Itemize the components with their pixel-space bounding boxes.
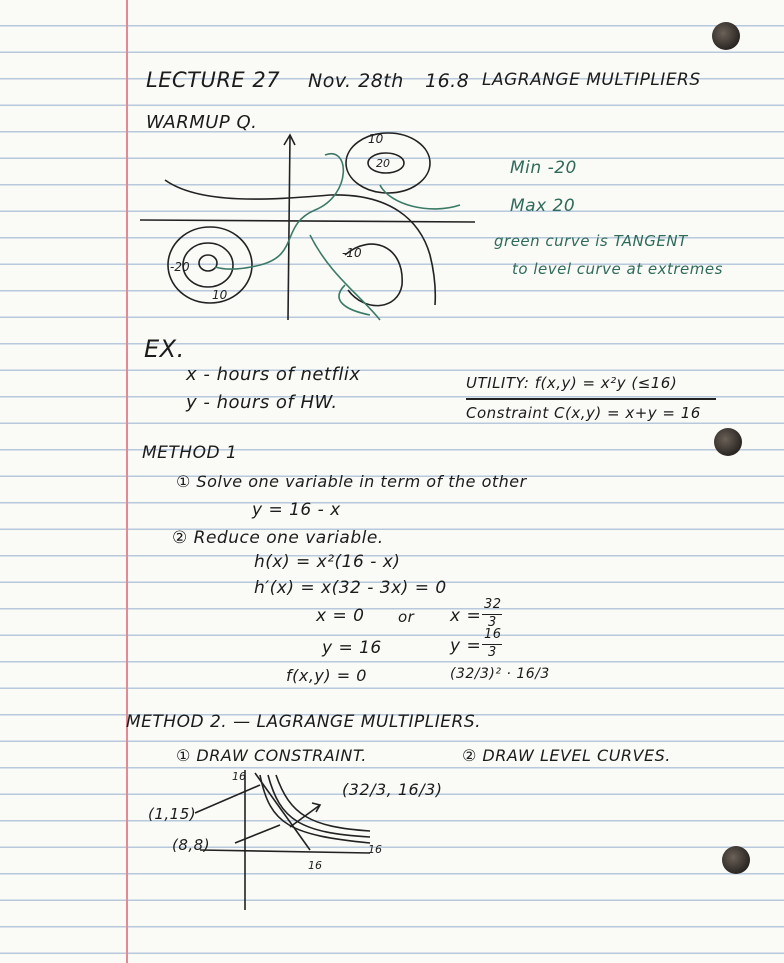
point-1-15: (1,15) (148, 805, 197, 823)
method1-step1: ① Solve one variable in term of the other (176, 472, 527, 491)
warmup-note-line2: to level curve at extremes (512, 260, 723, 278)
f-at-origin: f(x,y) = 0 (286, 666, 367, 685)
critical-y1-prefix: y = (450, 636, 482, 656)
critical-y1-denominator: 3 (488, 645, 497, 660)
utility-underline (466, 398, 716, 400)
warmup-note-line1: green curve is TANGENT (494, 232, 688, 250)
punch-hole-bottom (722, 846, 750, 874)
method2-step2: ② DRAW LEVEL CURVES. (462, 746, 671, 765)
h-function: h(x) = x²(16 - x) (254, 552, 401, 572)
tick-label-16-y: 16 (232, 770, 246, 783)
level-label-10-bottom: 10 (212, 288, 228, 302)
y-definition: y - hours of HW. (186, 392, 338, 413)
warmup-label: WARMUP Q. (146, 112, 258, 133)
tick-label-16-end: 16 (368, 843, 382, 856)
critical-x1-numerator: 32 (484, 597, 502, 612)
example-label: EX. (144, 335, 185, 363)
warmup-max: Max 20 (510, 196, 576, 216)
critical-x1-denominator: 3 (488, 615, 497, 630)
warmup-min: Min -20 (510, 158, 577, 178)
method1-label: METHOD 1 (142, 443, 238, 463)
h-prime: h′(x) = x(32 - 3x) = 0 (254, 578, 447, 598)
critical-x1-prefix: x = (450, 606, 482, 626)
x-definition: x - hours of netflix (186, 364, 361, 385)
critical-x0: x = 0 (316, 606, 365, 626)
method2-step1: ① DRAW CONSTRAINT. (176, 746, 367, 765)
method1-step2: ② Reduce one variable. (172, 528, 384, 548)
punch-hole-top (712, 22, 740, 50)
tick-label-16-x: 16 (308, 859, 322, 872)
lecture-topic: LAGRANGE MULTIPLIERS (482, 70, 701, 90)
warmup-level-curve-sketch (130, 125, 500, 325)
lecture-date: Nov. 28th (308, 70, 404, 92)
lecture-number: LECTURE 27 (146, 68, 281, 92)
critical-y0: y = 16 (322, 638, 382, 658)
constraint-function: Constraint C(x,y) = x+y = 16 (466, 404, 701, 422)
level-label-neg20: -20 (170, 260, 190, 274)
section-number: 16.8 (425, 70, 470, 92)
level-label-neg10: -10 (342, 246, 362, 260)
utility-function: UTILITY: f(x,y) = x²y (≤16) (466, 374, 678, 392)
point-8-8: (8,8) (172, 836, 211, 854)
method1-step1-equation: y = 16 - x (252, 500, 341, 520)
method2-label: METHOD 2. — LAGRANGE MULTIPLIERS. (126, 712, 482, 732)
level-label-10-top: 10 (368, 132, 384, 146)
margin-line (126, 0, 128, 963)
f-at-max: (32/3)² · 16/3 (450, 666, 550, 682)
punch-hole-middle (714, 428, 742, 456)
critical-y1-numerator: 16 (484, 627, 502, 642)
level-label-20: 20 (376, 157, 390, 170)
or-text: or (398, 608, 415, 626)
point-tangent: (32/3, 16/3) (342, 780, 443, 799)
